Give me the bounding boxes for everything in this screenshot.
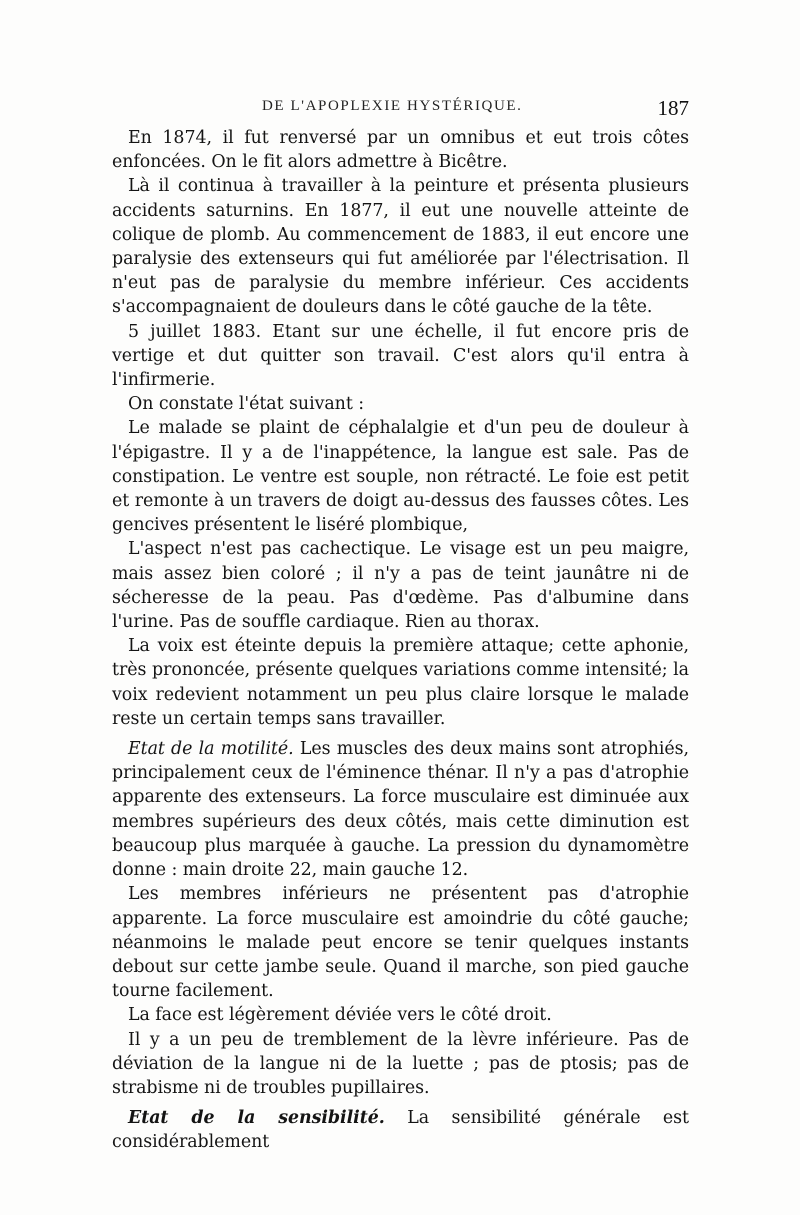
paragraph-text: En 1874, il fut renversé par un omnibus et eut trois côtes enfoncées. On le fit alors admettre à Bicêtre.: [112, 128, 689, 173]
section-lead: Etat de la sensibilité.: [128, 1108, 385, 1129]
page-number: 187: [657, 96, 689, 120]
paragraph: [112, 634, 689, 731]
paragraph: [112, 126, 689, 174]
paragraph-text: La face est légèrement déviée vers le côté droit.: [128, 1005, 552, 1026]
paragraph-text: L'aspect n'est pas cachectique. Le visage est un peu maigre, mais assez bien coloré ; il n'y a pas de teint jaunâtre ni de sécheresse de la peau. Pas d'œdème. Pas d'albumine dans l'urine. Pas de souffle cardiaque. Rien au thorax.: [112, 539, 689, 633]
paragraph-text: Les membres inférieurs ne présentent pas d'atrophie apparente. La force musculaire est amoindrie du côté gauche; néanmoins le malade peut encore se tenir quelques instants debout sur cette jambe seule. Quand il marche, son pied gauche tourne facilement.: [112, 884, 689, 1002]
paragraph-text: La voix est éteinte depuis la première attaque; cette aphonie, très prononcée, présente quelques variations comme intensité; la voix redevient notamment un peu plus claire lorsque le malade reste un certain temps sans travailler.: [112, 636, 689, 729]
paragraph: [112, 1028, 689, 1101]
paragraph-text: Les muscles des deux mains sont atrophiés, principalement ceux de l'éminence thénar. Il n'y a pas d'atrophie apparente des extenseurs. La force musculaire est diminuée aux membres supérieurs des deux côtés, mais cette diminution est beaucoup plus marquée à gauche. La pression du dynamomètre donne : main droite 22, main gauche 12.: [112, 739, 689, 881]
paragraph-text: Il y a un peu de tremblement de la lèvre inférieure. Pas de déviation de la langue ni de la luette ; pas de ptosis; pas de strabisme ni de troubles pupillaires.: [112, 1029, 689, 1098]
paragraph: [112, 737, 689, 882]
paragraph: [112, 882, 689, 1003]
paragraph: [112, 1106, 689, 1154]
section-lead: Etat de la motilité.: [128, 739, 294, 760]
running-title: DE L'APOPLEXIE HYSTÉRIQUE.: [262, 98, 523, 114]
paragraph-text: On constate l'état suivant :: [128, 394, 365, 415]
paragraph-text: Là il continua à travailler à la peinture et présenta plusieurs accidents saturnins. En 1877, il eut une nouvelle atteinte de colique de plomb. Au commencement de 1883, il eut encore une paralysie des extenseurs qui fut améliorée par l'électrisation. Il n'eut pas de paralysie du membre inférieur. Ces accidents s'accompagnaient de douleurs dans le côté gauche de la tête.: [112, 176, 689, 318]
paragraph: [112, 320, 689, 393]
body-text: [112, 126, 689, 1155]
paragraph: [112, 392, 689, 416]
paragraph: [112, 416, 689, 537]
paragraph-text: 5 juillet 1883. Etant sur une échelle, il fut encore pris de vertige et dut quitter son travail. C'est alors qu'il entra à l'infirmerie.: [112, 321, 689, 391]
paragraph: [112, 174, 689, 319]
page-header: [112, 96, 689, 122]
paragraph-text: La sensibilité générale est considérablement: [112, 1108, 689, 1153]
paragraph-text: Le malade se plaint de céphalalgie et d'un peu de douleur à l'épigastre. Il y a de l'inappétence, la langue est sale. Pas de constipation. Le ventre est souple, non rétracté. Le foie est petit et remonte à un travers de doigt au-dessus des fausses côtes. Les gencives présentent le liséré plombique,: [112, 418, 689, 536]
paragraph: [112, 1003, 689, 1027]
paragraph: [112, 537, 689, 634]
